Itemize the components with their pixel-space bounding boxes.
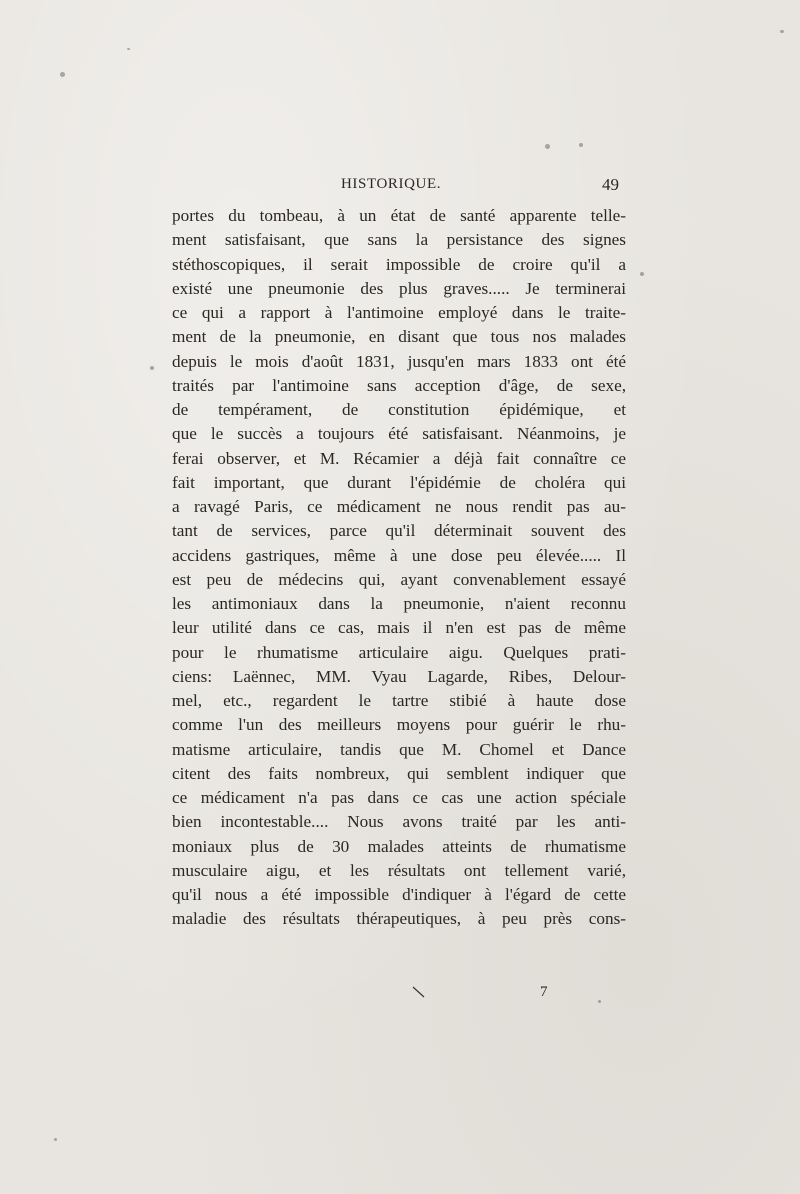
- text-line: a ravagé Paris, ce médicament ne nous rendit pas au-: [172, 497, 626, 516]
- text-line: portes du tombeau, à un état de santé apparente telle-: [172, 206, 626, 225]
- text-line: est peu de médecins qui, ayant convenablement essayé: [172, 569, 626, 589]
- text-line: depuis le mois d'août 1831, jusqu'en mars 1833 ont été: [172, 351, 626, 371]
- paper-speck: [60, 72, 65, 77]
- paper-speck: [54, 1138, 57, 1141]
- text-line: musculaire aigu, et les résultats ont tellement varié,: [172, 860, 626, 880]
- text-line: existé une pneumonie des plus graves..... Je terminerai: [172, 278, 626, 298]
- text-line: qu'il nous a été impossible d'indiquer à l'égard de cette: [172, 885, 626, 904]
- text-line: les antimoniaux dans la pneumonie, n'aient reconnu: [172, 594, 626, 613]
- text-line: ce médicament n'a pas dans ce cas une action spéciale: [172, 788, 626, 807]
- text-line: bien incontestable.... Nous avons traité par les anti-: [172, 812, 626, 832]
- text-line: ferai observer, et M. Récamier a déjà fait connaître ce: [172, 448, 626, 468]
- running-head: HISTORIQUE.: [341, 176, 442, 192]
- page-header: [0, 176, 800, 200]
- printer-mark: [412, 986, 426, 998]
- text-line: de tempérament, de constitution épidémique, et: [172, 400, 626, 419]
- paper-speck: [150, 366, 154, 370]
- paper-speck: [598, 1000, 601, 1003]
- text-line: pour le rhumatisme articulaire aigu. Quelques prati-: [172, 642, 626, 662]
- paper-speck: [545, 144, 550, 149]
- text-line: accidens gastriques, même à une dose peu élevée..... Il: [172, 545, 626, 565]
- text-line: que le succès a toujours été satisfaisant. Néanmoins, je: [172, 424, 626, 444]
- text-line: matisme articulaire, tandis que M. Chomel et Dance: [172, 739, 626, 759]
- text-line: comme l'un des meilleurs moyens pour guérir le rhu-: [172, 715, 626, 735]
- page-number: 49: [602, 175, 619, 194]
- text-line: ce qui a rapport à l'antimoine employé dans le traite-: [172, 303, 626, 322]
- body-text: [172, 204, 626, 932]
- text-line: tant de services, parce qu'il déterminait souvent des: [172, 521, 626, 541]
- text-line: leur utilité dans ce cas, mais il n'en est pas de même: [172, 618, 626, 638]
- text-line: mel, etc., regardent le tartre stibié à haute dose: [172, 691, 626, 710]
- text-line: stéthoscopiques, il serait impossible de croire qu'il a: [172, 254, 626, 274]
- text-line: ment de la pneumonie, en disant que tous nos malades: [172, 327, 626, 347]
- signature-mark: 7: [540, 984, 548, 1000]
- text-line: ciens: Laënnec, MM. Vyau Lagarde, Ribes, Delour-: [172, 666, 626, 686]
- text-line: ment satisfaisant, que sans la persistance des signes: [172, 230, 626, 250]
- text-line: maladie des résultats thérapeutiques, à peu près cons-: [172, 909, 626, 929]
- paper-speck: [127, 48, 130, 50]
- paper-speck: [579, 143, 583, 147]
- paper-speck: [780, 30, 784, 33]
- text-line: traités par l'antimoine sans acception d'âge, de sexe,: [172, 375, 626, 395]
- text-line: citent des faits nombreux, qui semblent indiquer que: [172, 763, 626, 783]
- text-line: fait important, que durant l'épidémie de choléra qui: [172, 472, 626, 492]
- paper-speck: [640, 272, 644, 276]
- text-line: moniaux plus de 30 malades atteints de rhumatisme: [172, 836, 626, 856]
